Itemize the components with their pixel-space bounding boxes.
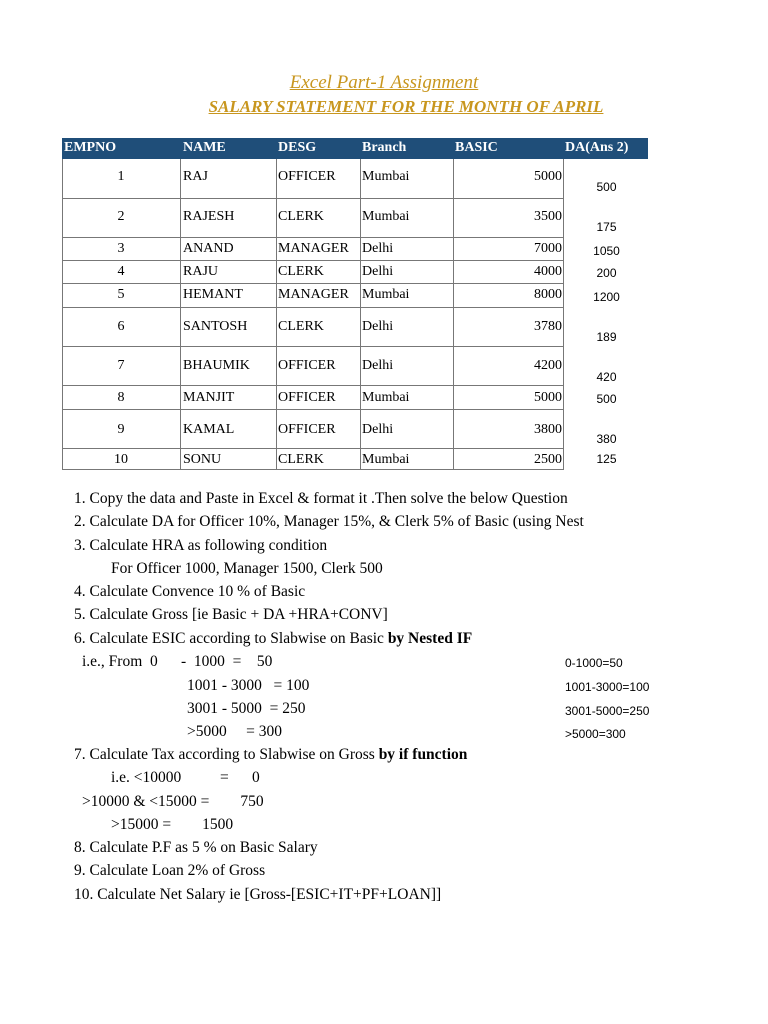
cell-branch: Mumbai bbox=[362, 169, 410, 184]
cell-name: SONU bbox=[183, 452, 222, 467]
question-7 bbox=[74, 746, 467, 764]
cell-empno: 8 bbox=[117, 390, 125, 405]
cell-empno: 10 bbox=[114, 452, 128, 467]
salary-statement-subtitle: SALARY STATEMENT FOR THE MONTH OF APRIL bbox=[208, 97, 604, 116]
note-slab-3: 3001-5000=250 bbox=[565, 704, 650, 718]
question-7-bold: by if function bbox=[378, 746, 468, 763]
cell-branch: Delhi bbox=[362, 358, 394, 373]
question-10: 10. Calculate Net Salary ie [Gross-[ESIC+IT+PF+LOAN]] bbox=[74, 886, 442, 903]
cell-name: RAJU bbox=[183, 264, 219, 279]
cell-desg: OFFICER bbox=[278, 390, 336, 405]
cell-branch: Mumbai bbox=[362, 390, 410, 405]
cell-branch: Delhi bbox=[362, 422, 394, 437]
cell-name: RAJ bbox=[183, 169, 208, 184]
cell-da: 1200 bbox=[593, 290, 620, 304]
note-slab-4: >5000=300 bbox=[565, 727, 626, 741]
cell-name: RAJESH bbox=[183, 209, 235, 224]
tax-slab-3: >15000 = 1500 bbox=[111, 816, 234, 833]
question-1: 1. Copy the data and Paste in Excel & format it .Then solve the below Question bbox=[74, 490, 568, 507]
cell-basic: 5000 bbox=[534, 390, 562, 405]
cell-da: 1050 bbox=[593, 244, 620, 258]
cell-empno: 4 bbox=[117, 264, 125, 279]
tax-slab-2: >10000 & <15000 = 750 bbox=[82, 793, 264, 810]
cell-da: 200 bbox=[596, 266, 617, 280]
header-desg: DESG bbox=[278, 140, 317, 155]
cell-empno: 7 bbox=[117, 358, 125, 373]
esic-slab-4: >5000 = 300 bbox=[187, 723, 282, 740]
cell-desg: CLERK bbox=[278, 452, 324, 467]
cell-da: 500 bbox=[596, 392, 617, 406]
table-header bbox=[62, 138, 648, 159]
cell-desg: CLERK bbox=[278, 209, 324, 224]
cell-branch: Mumbai bbox=[362, 287, 410, 302]
cell-basic: 4000 bbox=[534, 264, 562, 279]
note-slab-1: 0-1000=50 bbox=[565, 656, 623, 670]
question-9: 9. Calculate Loan 2% of Gross bbox=[74, 862, 266, 879]
cell-da: 380 bbox=[596, 432, 617, 446]
cell-da: 189 bbox=[596, 330, 617, 344]
cell-name: BHAUMIK bbox=[183, 358, 250, 373]
cell-basic: 2500 bbox=[534, 452, 562, 467]
cell-empno: 5 bbox=[117, 287, 125, 302]
tax-slab-1: i.e. <10000 = 0 bbox=[111, 769, 260, 786]
question-5: 5. Calculate Gross [ie Basic + DA +HRA+CONV] bbox=[74, 606, 388, 623]
question-3: 3. Calculate HRA as following condition bbox=[74, 537, 328, 554]
question-8: 8. Calculate P.F as 5 % on Basic Salary bbox=[74, 839, 318, 856]
cell-desg: MANAGER bbox=[278, 241, 349, 256]
cell-empno: 3 bbox=[117, 241, 125, 256]
cell-empno: 9 bbox=[117, 422, 125, 437]
cell-branch: Delhi bbox=[362, 319, 394, 334]
cell-branch: Mumbai bbox=[362, 209, 410, 224]
cell-name: MANJIT bbox=[183, 390, 235, 405]
cell-basic: 5000 bbox=[534, 169, 562, 184]
cell-empno: 6 bbox=[117, 319, 125, 334]
question-7-text: 7. Calculate Tax according to Slabwise on Gross bbox=[74, 746, 379, 763]
cell-basic: 8000 bbox=[534, 287, 562, 302]
cell-da: 125 bbox=[596, 452, 617, 466]
cell-da: 175 bbox=[596, 220, 617, 234]
assignment-title: Excel Part-1 Assignment bbox=[289, 72, 479, 93]
question-2: 2. Calculate DA for Officer 10%, Manager 15%, & Clerk 5% of Basic (using Nest bbox=[74, 513, 584, 530]
cell-branch: Delhi bbox=[362, 264, 394, 279]
cell-desg: OFFICER bbox=[278, 169, 336, 184]
question-6-text: 6. Calculate ESIC according to Slabwise on Basic bbox=[74, 630, 388, 647]
cell-desg: MANAGER bbox=[278, 287, 349, 302]
cell-basic: 3800 bbox=[534, 422, 562, 437]
header-empno: EMPNO bbox=[64, 140, 117, 155]
header-da: DA(Ans 2) bbox=[565, 140, 629, 155]
esic-slab-1: i.e., From 0 - 1000 = 50 bbox=[82, 653, 273, 670]
cell-da: 500 bbox=[596, 180, 617, 194]
cell-basic: 4200 bbox=[534, 358, 562, 373]
cell-basic: 3500 bbox=[534, 209, 562, 224]
cell-basic: 7000 bbox=[534, 241, 562, 256]
cell-desg: CLERK bbox=[278, 319, 324, 334]
esic-slab-2: 1001 - 3000 = 100 bbox=[187, 677, 310, 694]
header-branch: Branch bbox=[362, 140, 407, 155]
cell-name: SANTOSH bbox=[183, 319, 248, 334]
cell-name: HEMANT bbox=[183, 287, 243, 302]
header-name: NAME bbox=[183, 140, 226, 155]
cell-branch: Mumbai bbox=[362, 452, 410, 467]
cell-name: KAMAL bbox=[183, 422, 235, 437]
cell-da: 420 bbox=[596, 370, 617, 384]
cell-empno: 1 bbox=[117, 169, 125, 184]
question-6 bbox=[74, 630, 472, 648]
cell-desg: OFFICER bbox=[278, 358, 336, 373]
cell-basic: 3780 bbox=[534, 319, 562, 334]
cell-desg: CLERK bbox=[278, 264, 324, 279]
cell-branch: Delhi bbox=[362, 241, 394, 256]
cell-empno: 2 bbox=[117, 209, 125, 224]
esic-slab-3: 3001 - 5000 = 250 bbox=[187, 700, 306, 717]
cell-desg: OFFICER bbox=[278, 422, 336, 437]
question-6-bold: by Nested IF bbox=[387, 630, 473, 647]
question-4: 4. Calculate Convence 10 % of Basic bbox=[74, 583, 306, 600]
question-3-detail: For Officer 1000, Manager 1500, Clerk 500 bbox=[111, 560, 383, 577]
header-basic: BASIC bbox=[455, 140, 498, 155]
cell-name: ANAND bbox=[183, 241, 234, 256]
note-slab-2: 1001-3000=100 bbox=[565, 680, 650, 694]
